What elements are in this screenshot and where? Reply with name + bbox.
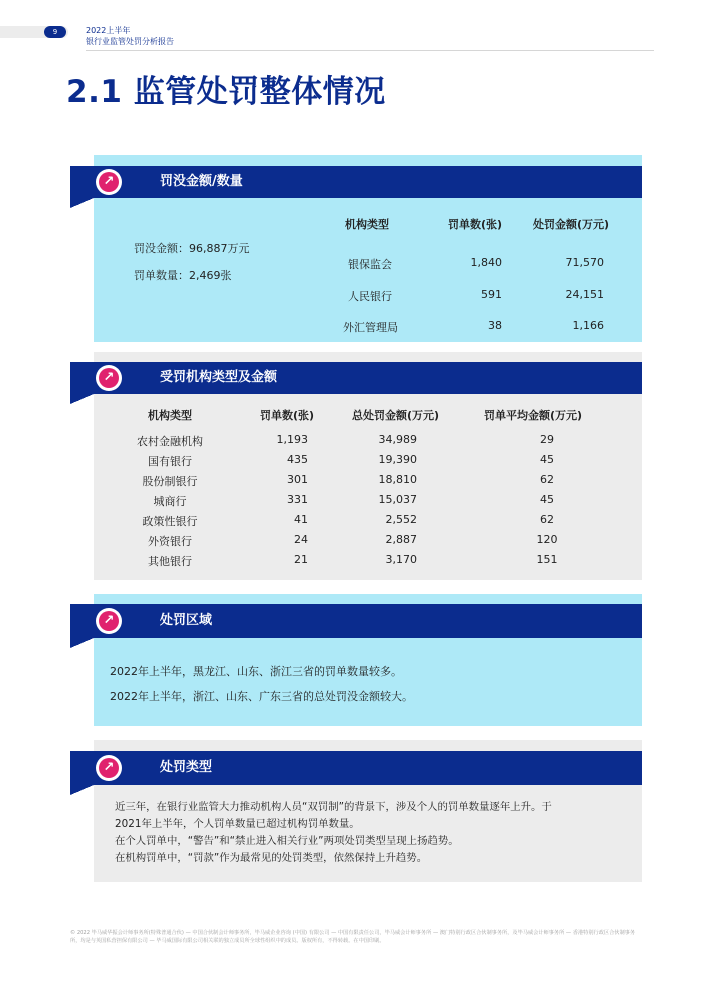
table1-cell: 24,151 [565,288,604,301]
table2-cell: 301 [287,473,308,486]
table2-cell: 435 [287,453,308,466]
table1-cell: 591 [481,288,502,301]
summary-count: 罚单数量：2,469张 [134,269,232,282]
table2-header-average: 罚单平均金额(万元) [484,409,583,422]
table1-cell: 银保监会 [348,258,392,271]
table2-cell: 外资银行 [148,535,192,548]
arrow-up-right-icon: ↗ [99,172,119,192]
table1-header-count: 罚单数(张) [448,218,503,231]
table2-cell: 2,552 [385,513,417,526]
table2-cell: 21 [294,553,308,566]
table2-cell: 45 [540,493,554,506]
table2-cell: 34,989 [378,433,417,446]
penalty-type-line-4: 在机构罚单中，“罚款”作为最常见的处罚类型，依然保持上升趋势。 [115,852,428,864]
header-year: 2022上半年 [86,26,131,35]
arrow-up-right-icon: ↗ [99,368,119,388]
table1-cell: 71,570 [565,256,604,269]
section2-arrow-badge [96,365,122,391]
section4-title: 处罚类型 [160,760,213,775]
table2-cell: 24 [294,533,308,546]
table2-cell: 41 [294,513,308,526]
section4-bar-tail [70,785,94,795]
table1-cell: 人民银行 [348,290,392,303]
section2-title-bar [70,362,642,394]
table2-cell: 151 [536,553,558,566]
section4-arrow-badge [96,755,122,781]
table2-cell: 城商行 [153,495,187,508]
table2-cell: 120 [536,533,558,546]
penalty-type-line-1: 近三年，在银行业监管大力推动机构人员“双罚制”的背景下，涉及个人的罚单数量逐年上升。于 [115,801,552,813]
table2-cell: 15,037 [378,493,417,506]
summary-amount: 罚没金额：96,887万元 [134,242,250,255]
section1-bar-tail [70,198,94,208]
section1-arrow-badge [96,169,122,195]
table1-cell: 1,166 [572,319,604,332]
header-report-title: 银行业监管处罚分析报告 [86,37,174,46]
table2-cell: 331 [287,493,308,506]
table1-header-type: 机构类型 [345,218,389,231]
section3-title: 处罚区域 [160,613,213,628]
page-number: 9 [44,26,66,38]
section2-title: 受罚机构类型及金额 [160,370,278,385]
section1-title-bar [70,166,642,198]
table2-cell: 19,390 [378,453,417,466]
table2-cell: 29 [540,433,554,446]
arrow-up-right-icon: ↗ [99,611,119,631]
section1-title: 罚没金额/数量 [160,174,243,189]
section2-bar-tail [70,394,94,404]
section3-arrow-badge [96,608,122,634]
penalty-type-line-2: 2021年上半年，个人罚单数量已超过机构罚单数量。 [115,818,360,830]
table1-cell: 外汇管理局 [343,321,398,334]
section4-title-bar [70,751,642,785]
table2-cell: 3,170 [385,553,417,566]
table1-cell: 1,840 [470,256,502,269]
arrow-up-right-icon: ↗ [99,758,119,778]
header-divider [86,50,654,51]
table2-cell: 其他银行 [148,555,192,568]
page-title: 2.1 监管处罚整体情况 [66,74,386,110]
section3-bar-tail [70,638,94,648]
table2-cell: 农村金融机构 [137,435,203,448]
table2-cell: 股份制银行 [142,475,198,488]
table2-cell: 政策性银行 [142,515,198,528]
table2-cell: 45 [540,453,554,466]
region-line-1: 2022年上半年，黑龙江、山东、浙江三省的罚单数量较多。 [110,665,402,678]
penalty-type-line-3: 在个人罚单中，“警告”和“禁止进入相关行业”两项处罚类型呈现上扬趋势。 [115,835,459,847]
region-line-2: 2022年上半年，浙江、山东、广东三省的总处罚没金额较大。 [110,690,413,703]
table2-cell: 1,193 [276,433,308,446]
table2-header-total: 总处罚金额(万元) [352,409,440,422]
table2-header-count: 罚单数(张) [260,409,315,422]
table2-cell: 62 [540,513,554,526]
section3-title-bar [70,604,642,638]
footer-copyright: © 2022 毕马威华振会计师事务所(特殊普通合伙) — 中国合伙制会计师事务所，毕马威企业咨询 (中国) 有限公司 — 中国有限责任公司，毕马威会计师事务所 — 澳门特别行政区合伙制事务所，及毕马威会计师事务所 — 香港特别行政区合伙制事务所，均是与英国私营担保有限公司 — 毕马威国际有限公司相关联的独立成员所全球性组织中的成员。版权所有，不得转载。在中国印刷。 [70,930,636,944]
table2-header-type: 机构类型 [148,409,192,422]
table1-header-amount: 处罚金额(万元) [533,218,610,231]
table1-cell: 38 [488,319,502,332]
table2-cell: 62 [540,473,554,486]
table2-cell: 国有银行 [148,455,192,468]
table2-cell: 18,810 [378,473,417,486]
table2-cell: 2,887 [385,533,417,546]
